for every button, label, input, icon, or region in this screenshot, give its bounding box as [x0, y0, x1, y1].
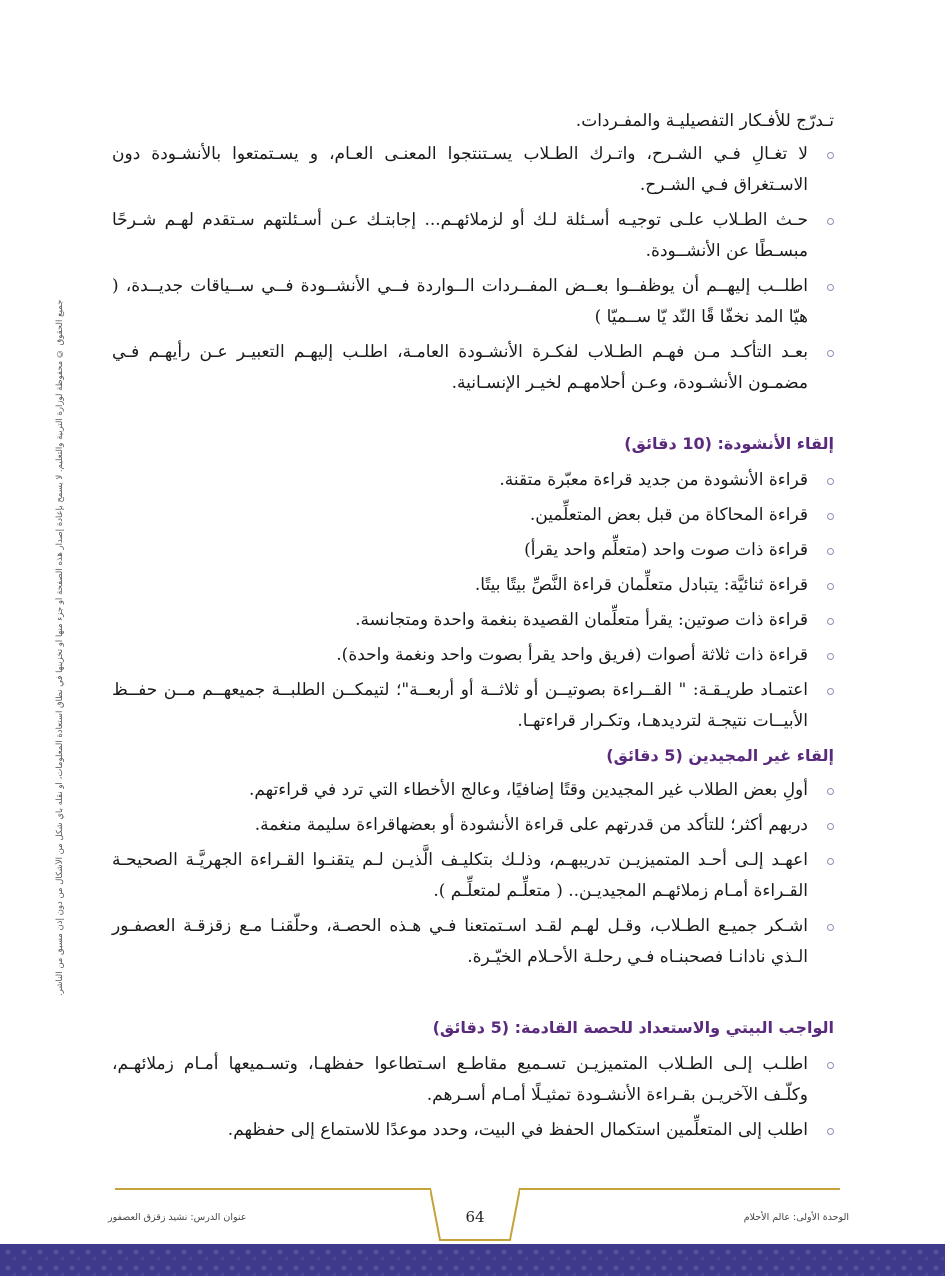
bullet-circle-icon [827, 478, 834, 485]
bullet-circle-icon [827, 1128, 834, 1135]
non-proficient-bullet-list [112, 775, 834, 973]
list-item: قراءة ثنائيَّة: يتبادل متعلِّمان قراءة النَّصِّ بيتًا بيتًا. [112, 570, 834, 601]
page-content [112, 106, 834, 1150]
copyright-side-note: جميع الحقوق © محفوظة لوزارة التربية والتعليم. لا يسمح بإعادة إصدار هذه الصفحة أو جزء منها أو تخزينها في نطاق استعادة المعلومات، أو نقله بأي شكل من الأشكال من دون إذن مسبق من الناشر. [55, 300, 65, 997]
bullet-circle-icon [827, 152, 834, 159]
list-item: دربهم أكثر؛ للتأكد من قدرتهم على قراءة الأنشودة أو بعضهاقراءة سليمة منغمة. [112, 810, 834, 841]
list-item: اطلــب إليهــم أن يوظفــوا بعــض المفــردات الــواردة فــي الأنشــودة فــي ســياقات جديــدة، ( هيّا المد نخفّا قًا النّد يّا ســميّا ) [112, 271, 834, 333]
intro-bullet-list [112, 139, 834, 399]
list-item: أولِ بعض الطلاب غير المجيدين وقتًا إضافيًا، وعالج الأخطاء التي ترد في قراءتهم. [112, 775, 834, 806]
footer-unit-title: الوحدة الأولى: عالم الأحلام [743, 1212, 849, 1223]
list-item: قراءة المحاكاة من قبل بعض المتعلِّمين. [112, 500, 834, 531]
list-item: لا تغـالِ فـي الشـرح، واتـرك الطـلاب يسـتنتجوا المعنـى العـام، و يسـتمتعوا بالأنشـودة دون الاسـتغراق فـي الشـرح. [112, 139, 834, 201]
homework-bullet-list [112, 1049, 834, 1146]
list-item: حـث الطـلاب علـى توجيـه أسـئلة لـك أو لزملائهـم... إجابتـك عـن أسـئلتهم سـتقدم لهـم شـرحًا مبسـطًا عن الأنشــودة. [112, 205, 834, 267]
bullet-circle-icon [827, 653, 834, 660]
bullet-circle-icon [827, 924, 834, 931]
recitation-bullet-list [112, 465, 834, 737]
page-number: 64 [465, 1208, 485, 1226]
bullet-circle-icon [827, 688, 834, 695]
section-heading-homework: الواجب البيتي والاستعداد للحصة القادمة: (5 دقائق) [432, 1018, 834, 1037]
bullet-circle-icon [827, 350, 834, 357]
bullet-circle-icon [827, 858, 834, 865]
list-item: اعهـد إلـى أحـد المتميزيـن تدريبهـم، وذلـك بتكليـف الَّذيـن لـم يتقنـوا القـراءة الجهريَّـة الصحيحـة القـراءة أمـام زملائهـم المجيديـن.. ( متعلِّـم لمتعلِّـم ). [112, 845, 834, 907]
list-item: اعتمـاد طريـقـة: " القــراءة بصوتيــن أو ثلاثــة أو أربعــة"؛ لتيمكــن الطلبــة جميعهــم مــن حفــظ الأبيــات نتيجـة لترديدهـا، وتكـرار قراءتهـا. [112, 675, 834, 737]
bullet-circle-icon [827, 618, 834, 625]
bullet-circle-icon [827, 583, 834, 590]
bullet-circle-icon [827, 823, 834, 830]
bullet-circle-icon [827, 548, 834, 555]
list-item: اشـكر جميـع الطـلاب، وقـل لهـم لقـد اسـتمتعنا فـي هـذه الحصـة، وحلّقنـا مـع زقزقـة العصفـور الـذي نادانـا فصحبنـاه فـي رحلـة الأحـلام الخيّـرة. [112, 911, 834, 973]
list-item: اطلـب إلـى الطـلاب المتميزيـن تسـميع مقاطـع اسـتطاعوا حفظهـا، وتسـميعها أمـام زملائهـم، وكلّـف الآخريـن بقـراءة الأنشـودة تمثيـلًا أمـام أسـرهم. [112, 1049, 834, 1111]
list-item: اطلب إلى المتعلِّمين استكمال الحفظ في البيت، وحدد موعدًا للاستماع إلى حفظهم. [112, 1115, 834, 1146]
footer-lesson-title: عنوان الدرس: نشيد زقزق العصفور [108, 1212, 247, 1223]
intro-line: تـدرّج للأفـكار التفصيليـة والمفـردات. [575, 111, 834, 131]
footer-pattern-band [0, 1244, 945, 1276]
list-item: قراءة الأنشودة من جديد قراءة معبّرة متقنة. [112, 465, 834, 496]
list-item: قراءة ذات صوتين: يقرأ متعلِّمان القصيدة بنغمة واحدة ومتجانسة. [112, 605, 834, 636]
list-item: بعـد التأكـد مـن فهـم الطـلاب لفكـرة الأنشـودة العامـة، اطلـب إليهـم التعبيـر عـن رأيهـم فـي مضمـون الأنشـودة، وعـن أحلامهـم لخيـر الإنسـانية. [112, 337, 834, 399]
bullet-circle-icon [827, 284, 834, 291]
bullet-circle-icon [827, 513, 834, 520]
section-heading-non-proficient: إلقاء غير المجيدين (5 دقائق) [606, 746, 834, 765]
bullet-circle-icon [827, 788, 834, 795]
section-heading-recitation: إلقاء الأنشودة: (10 دقائق) [624, 434, 834, 453]
list-item: قراءة ذات صوت واحد (متعلِّم واحد يقرأ) [112, 535, 834, 566]
list-item: قراءة ذات ثلاثة أصوات (فريق واحد يقرأ بصوت واحد ونغمة واحدة). [112, 640, 834, 671]
bullet-circle-icon [827, 218, 834, 225]
bullet-circle-icon [827, 1062, 834, 1069]
